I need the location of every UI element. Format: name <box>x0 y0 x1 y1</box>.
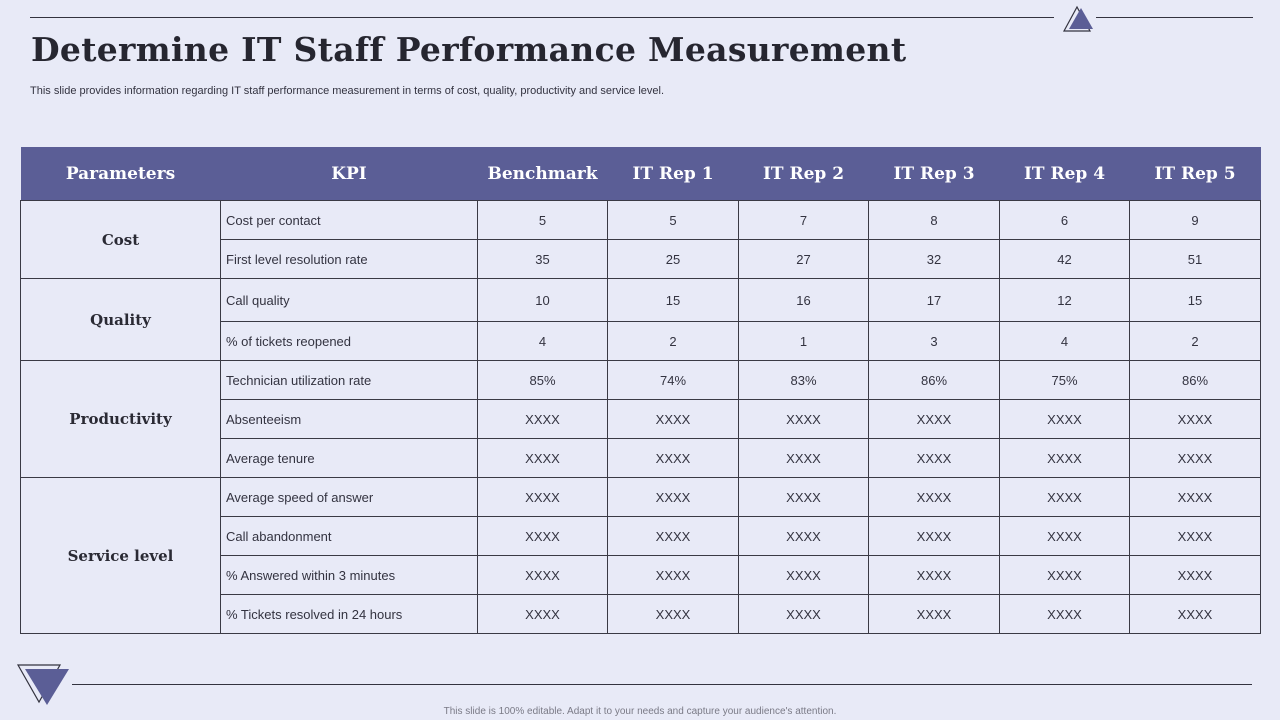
value-cell: 3 <box>869 322 1000 361</box>
page-subtitle: This slide provides information regarding IT staff performance measurement in terms of cost, quality, productivity and service level. <box>30 85 665 97</box>
value-cell: 4 <box>478 322 608 361</box>
value-cell: XXXX <box>1130 478 1261 517</box>
parameter-cell: Cost <box>21 201 221 279</box>
value-cell: XXXX <box>608 478 739 517</box>
footer-note: This slide is 100% editable. Adapt it to your needs and capture your audience's attention. <box>443 706 837 717</box>
value-cell: XXXX <box>478 556 608 595</box>
header-cell: IT Rep 3 <box>869 147 1000 201</box>
value-cell: 8 <box>869 201 1000 240</box>
value-cell: 17 <box>869 279 1000 322</box>
value-cell: 32 <box>869 240 1000 279</box>
kpi-cell: Call abandonment <box>221 517 478 556</box>
value-cell: XXXX <box>739 595 869 634</box>
kpi-cell: % Answered within 3 minutes <box>221 556 478 595</box>
top-divider-line-right <box>1096 17 1253 18</box>
value-cell: 7 <box>739 201 869 240</box>
value-cell: XXXX <box>1000 478 1130 517</box>
parameter-cell: Quality <box>21 279 221 361</box>
value-cell: 2 <box>608 322 739 361</box>
value-cell: XXXX <box>1000 517 1130 556</box>
kpi-cell: Average speed of answer <box>221 478 478 517</box>
table-header-row <box>21 147 1261 201</box>
kpi-cell: Cost per contact <box>221 201 478 240</box>
bottom-divider-line <box>72 684 1252 685</box>
kpi-cell: Technician utilization rate <box>221 361 478 400</box>
header-cell: Benchmark <box>478 147 608 201</box>
value-cell: XXXX <box>478 439 608 478</box>
value-cell: XXXX <box>608 400 739 439</box>
kpi-table <box>20 147 1261 634</box>
value-cell: XXXX <box>739 439 869 478</box>
value-cell: XXXX <box>869 478 1000 517</box>
kpi-cell: % Tickets resolved in 24 hours <box>221 595 478 634</box>
value-cell: 4 <box>1000 322 1130 361</box>
header-cell: Parameters <box>21 147 221 201</box>
value-cell: XXXX <box>739 556 869 595</box>
value-cell: 15 <box>1130 279 1261 322</box>
value-cell: 85% <box>478 361 608 400</box>
value-cell: XXXX <box>608 517 739 556</box>
value-cell: 75% <box>1000 361 1130 400</box>
value-cell: XXXX <box>1000 439 1130 478</box>
value-cell: 86% <box>869 361 1000 400</box>
value-cell: 27 <box>739 240 869 279</box>
table-row <box>21 201 1261 240</box>
value-cell: XXXX <box>739 400 869 439</box>
value-cell: 6 <box>1000 201 1130 240</box>
value-cell: 83% <box>739 361 869 400</box>
value-cell: XXXX <box>608 595 739 634</box>
value-cell: 1 <box>739 322 869 361</box>
value-cell: XXXX <box>1000 400 1130 439</box>
kpi-cell: First level resolution rate <box>221 240 478 279</box>
kpi-cell: Call quality <box>221 279 478 322</box>
value-cell: 25 <box>608 240 739 279</box>
value-cell: XXXX <box>608 556 739 595</box>
header-cell: IT Rep 4 <box>1000 147 1130 201</box>
value-cell: 86% <box>1130 361 1261 400</box>
value-cell: 2 <box>1130 322 1261 361</box>
table-row <box>21 478 1261 517</box>
value-cell: XXXX <box>1130 556 1261 595</box>
value-cell: XXXX <box>739 517 869 556</box>
value-cell: 5 <box>478 201 608 240</box>
value-cell: XXXX <box>478 478 608 517</box>
value-cell: XXXX <box>869 517 1000 556</box>
value-cell: XXXX <box>739 478 869 517</box>
page-title: Determine IT Staff Performance Measurement <box>31 30 907 69</box>
parameter-cell: Productivity <box>21 361 221 478</box>
value-cell: XXXX <box>478 517 608 556</box>
header-cell: IT Rep 5 <box>1130 147 1261 201</box>
value-cell: XXXX <box>1130 595 1261 634</box>
value-cell: 16 <box>739 279 869 322</box>
value-cell: XXXX <box>869 400 1000 439</box>
value-cell: XXXX <box>869 556 1000 595</box>
table-row <box>21 361 1261 400</box>
value-cell: XXXX <box>869 439 1000 478</box>
value-cell: 42 <box>1000 240 1130 279</box>
value-cell: XXXX <box>1130 400 1261 439</box>
kpi-cell: Absenteeism <box>221 400 478 439</box>
triangle-logo-icon <box>16 662 72 708</box>
kpi-cell: Average tenure <box>221 439 478 478</box>
value-cell: 74% <box>608 361 739 400</box>
header-cell: KPI <box>221 147 478 201</box>
value-cell: XXXX <box>1130 517 1261 556</box>
value-cell: 51 <box>1130 240 1261 279</box>
value-cell: 35 <box>478 240 608 279</box>
value-cell: 12 <box>1000 279 1130 322</box>
value-cell: XXXX <box>478 400 608 439</box>
top-divider-line <box>30 17 1054 18</box>
value-cell: XXXX <box>478 595 608 634</box>
value-cell: 10 <box>478 279 608 322</box>
parameter-cell: Service level <box>21 478 221 634</box>
value-cell: XXXX <box>1130 439 1261 478</box>
value-cell: XXXX <box>1000 556 1130 595</box>
kpi-cell: % of tickets reopened <box>221 322 478 361</box>
value-cell: 9 <box>1130 201 1261 240</box>
header-cell: IT Rep 1 <box>608 147 739 201</box>
value-cell: 5 <box>608 201 739 240</box>
value-cell: XXXX <box>869 595 1000 634</box>
value-cell: 15 <box>608 279 739 322</box>
table-row <box>21 279 1261 322</box>
value-cell: XXXX <box>608 439 739 478</box>
triangle-logo-icon <box>1060 4 1096 34</box>
header-cell: IT Rep 2 <box>739 147 869 201</box>
value-cell: XXXX <box>1000 595 1130 634</box>
